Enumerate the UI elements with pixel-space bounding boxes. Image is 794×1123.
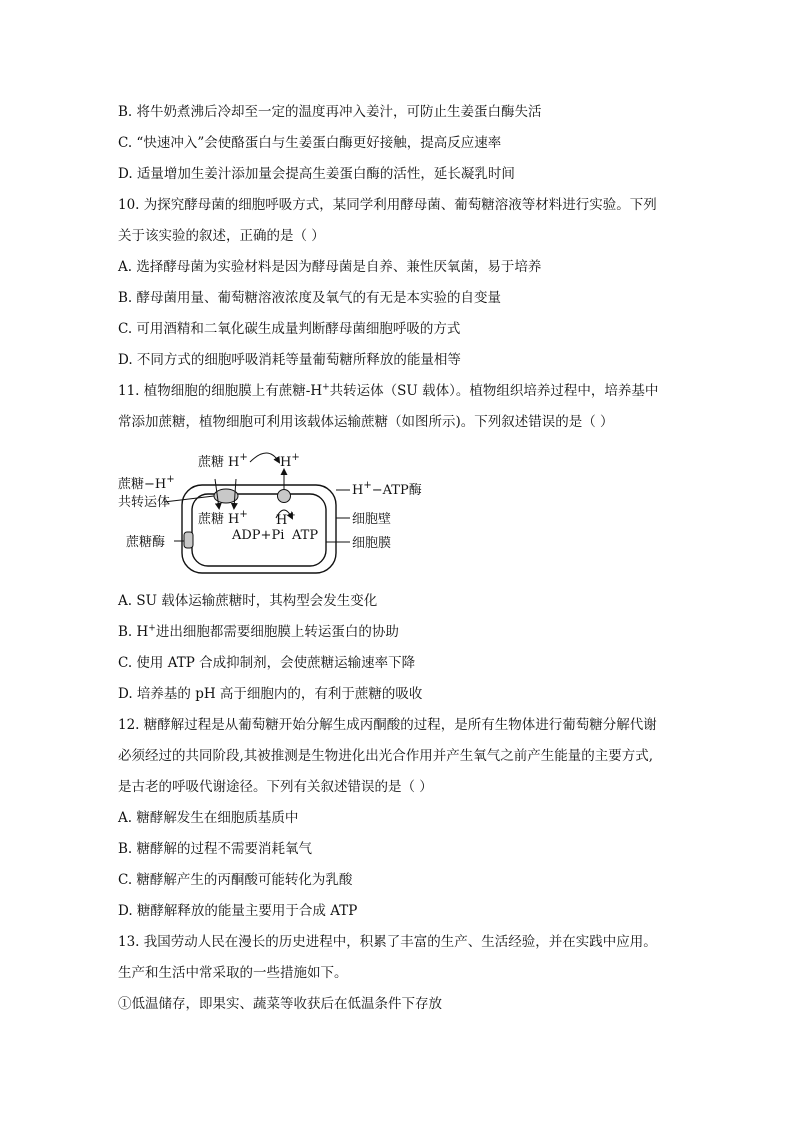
label-h-outside-left-plus: + bbox=[239, 452, 248, 463]
label-sucrase: 蔗糖酶 bbox=[126, 535, 166, 550]
q11-option-a: A. SU 载体运输蔗糖时，其构型会发生变化 bbox=[118, 593, 378, 609]
q12-stem-line-1: 12. 糖酵解过程是从葡萄糖开始分解生成丙酮酸的过程，是所有生物体进行葡萄糖分解代谢 bbox=[118, 717, 657, 733]
q11-stem-line-2: 常添加蔗糖，植物细胞可利用该载体运输蔗糖（如图所示)。下列叙述错误的是（ ） bbox=[118, 414, 614, 430]
label-adp-pi: ADP+Pi bbox=[232, 528, 285, 543]
q10-stem-line-2: 关于该实验的叙述，正确的是（ ） bbox=[118, 228, 325, 244]
q9-option-c: C. “快速冲入”会使酪蛋白与生姜蛋白酶更好接触，提高反应速率 bbox=[118, 135, 502, 151]
q11-stem-line-1 bbox=[118, 382, 658, 400]
label-h-inside-right-letter: H bbox=[276, 513, 288, 528]
label-cell-wall: 细胞壁 bbox=[352, 512, 392, 527]
q12-stem-line-3: 是古老的呼吸代谢途径。下列有关叙述错误的是（ ） bbox=[118, 779, 433, 795]
q10-option-c: C. 可用酒精和二氧化碳生成量判断酵母菌细胞呼吸的方式 bbox=[118, 321, 461, 337]
q9-option-d: D. 适量增加生姜汁添加量会提高生姜蛋白酶的活性，延长凝乳时间 bbox=[118, 166, 515, 182]
cotransporter-leader-line bbox=[164, 496, 214, 502]
label-sucrose-inside: 蔗糖 bbox=[198, 512, 225, 527]
label-sucrose-outside: 蔗糖 bbox=[198, 455, 225, 470]
q13-item-1: ①低温储存，即果实、蔬菜等收获后在低温条件下存放 bbox=[118, 996, 442, 1012]
q11-option-d: D. 培养基的 pH 高于细胞内的，有利于蔗糖的吸收 bbox=[118, 686, 423, 702]
q11-option-b-part-2: 进出细胞都需要细胞膜上转运蛋白的协助 bbox=[155, 624, 399, 640]
sucrase-shape bbox=[184, 532, 193, 548]
label-h-outside-left bbox=[228, 452, 248, 470]
label-h-outside-left-letter: H bbox=[228, 455, 240, 470]
q11-option-b-part-1: B. H bbox=[118, 624, 149, 640]
q11-option-b-superscript: + bbox=[148, 623, 156, 634]
q9-option-b: B. 将牛奶煮沸后冷却至一定的温度再冲入姜汁，可防止生姜蛋白酶失活 bbox=[118, 104, 542, 120]
label-atp: ATP bbox=[292, 528, 319, 543]
label-h-atpase-suffix: −ATP酶 bbox=[371, 483, 422, 498]
q12-option-d: D. 糖酵解释放的能量主要用于合成 ATP bbox=[118, 903, 358, 919]
label-h-inside-left bbox=[228, 509, 248, 527]
label-h-outside-right-letter: H bbox=[280, 455, 292, 470]
label-h-atpase bbox=[352, 480, 422, 498]
label-cotransporter-line-1 bbox=[118, 474, 175, 492]
h-atpase-shape bbox=[278, 490, 291, 503]
q10-stem-line-1: 10. 为探究酵母菌的细胞呼吸方式，某同学利用酵母菌、葡萄糖溶液等材料进行实验。下列 bbox=[118, 197, 657, 213]
q13-stem-line-1: 13. 我国劳动人民在漫长的历史进程中，积累了丰富的生产、生活经验，并在实践中应用。 bbox=[118, 934, 657, 950]
label-h-inside-right bbox=[276, 510, 296, 528]
label-h-inside-right-plus: + bbox=[287, 510, 296, 521]
label-cell-membrane: 细胞膜 bbox=[352, 536, 392, 551]
q10-option-a: A. 选择酵母菌为实验材料是因为酵母菌是自养、兼性厌氧菌，易于培养 bbox=[118, 259, 542, 275]
label-cotransporter-plus: + bbox=[166, 474, 175, 485]
label-h-atpase-letter: H bbox=[352, 483, 364, 498]
q12-option-a: A. 糖酵解发生在细胞质基质中 bbox=[118, 810, 299, 826]
label-cotransporter-text: 蔗糖−H bbox=[118, 477, 167, 492]
q12-option-c: C. 糖酵解产生的丙酮酸可能转化为乳酸 bbox=[118, 872, 353, 888]
sucrose-transport-svg bbox=[116, 446, 456, 582]
h-return-arc-arrow bbox=[250, 453, 279, 462]
q11-option-c: C. 使用 ATP 合成抑制剂，会使蔗糖运输速率下降 bbox=[118, 655, 416, 671]
q11-stem-superscript: + bbox=[322, 382, 330, 393]
label-h-inside-left-letter: H bbox=[228, 512, 240, 527]
sucrose-transport-diagram bbox=[116, 446, 456, 582]
label-h-outside-right-plus: + bbox=[291, 452, 300, 463]
label-h-atpase-plus: + bbox=[363, 480, 372, 491]
label-h-inside-left-plus: + bbox=[239, 509, 248, 520]
q11-option-b bbox=[118, 623, 399, 641]
q10-option-d: D. 不同方式的细胞呼吸消耗等量葡萄糖所释放的能量相等 bbox=[118, 352, 461, 368]
label-h-outside-right bbox=[280, 452, 300, 470]
q10-option-b: B. 酵母菌用量、葡萄糖溶液浓度及氧气的有无是本实验的自变量 bbox=[118, 290, 502, 306]
q13-stem-line-2: 生产和生活中常采取的一些措施如下。 bbox=[118, 965, 348, 981]
q11-stem-part-1: 11. 植物细胞的细胞膜上有蔗糖-H bbox=[118, 383, 323, 399]
q12-stem-line-2: 必须经过的共同阶段,其被推测是生物进化出光合作用并产生氧气之前产生能量的主要方式, bbox=[118, 748, 654, 764]
q11-stem-part-2: 共转运体（SU 载体）。植物组织培养过程中，培养基中 bbox=[329, 383, 659, 399]
label-cotransporter-line-2: 共转运体 bbox=[118, 495, 171, 510]
q12-option-b: B. 糖酵解的过程不需要消耗氧气 bbox=[118, 841, 313, 857]
